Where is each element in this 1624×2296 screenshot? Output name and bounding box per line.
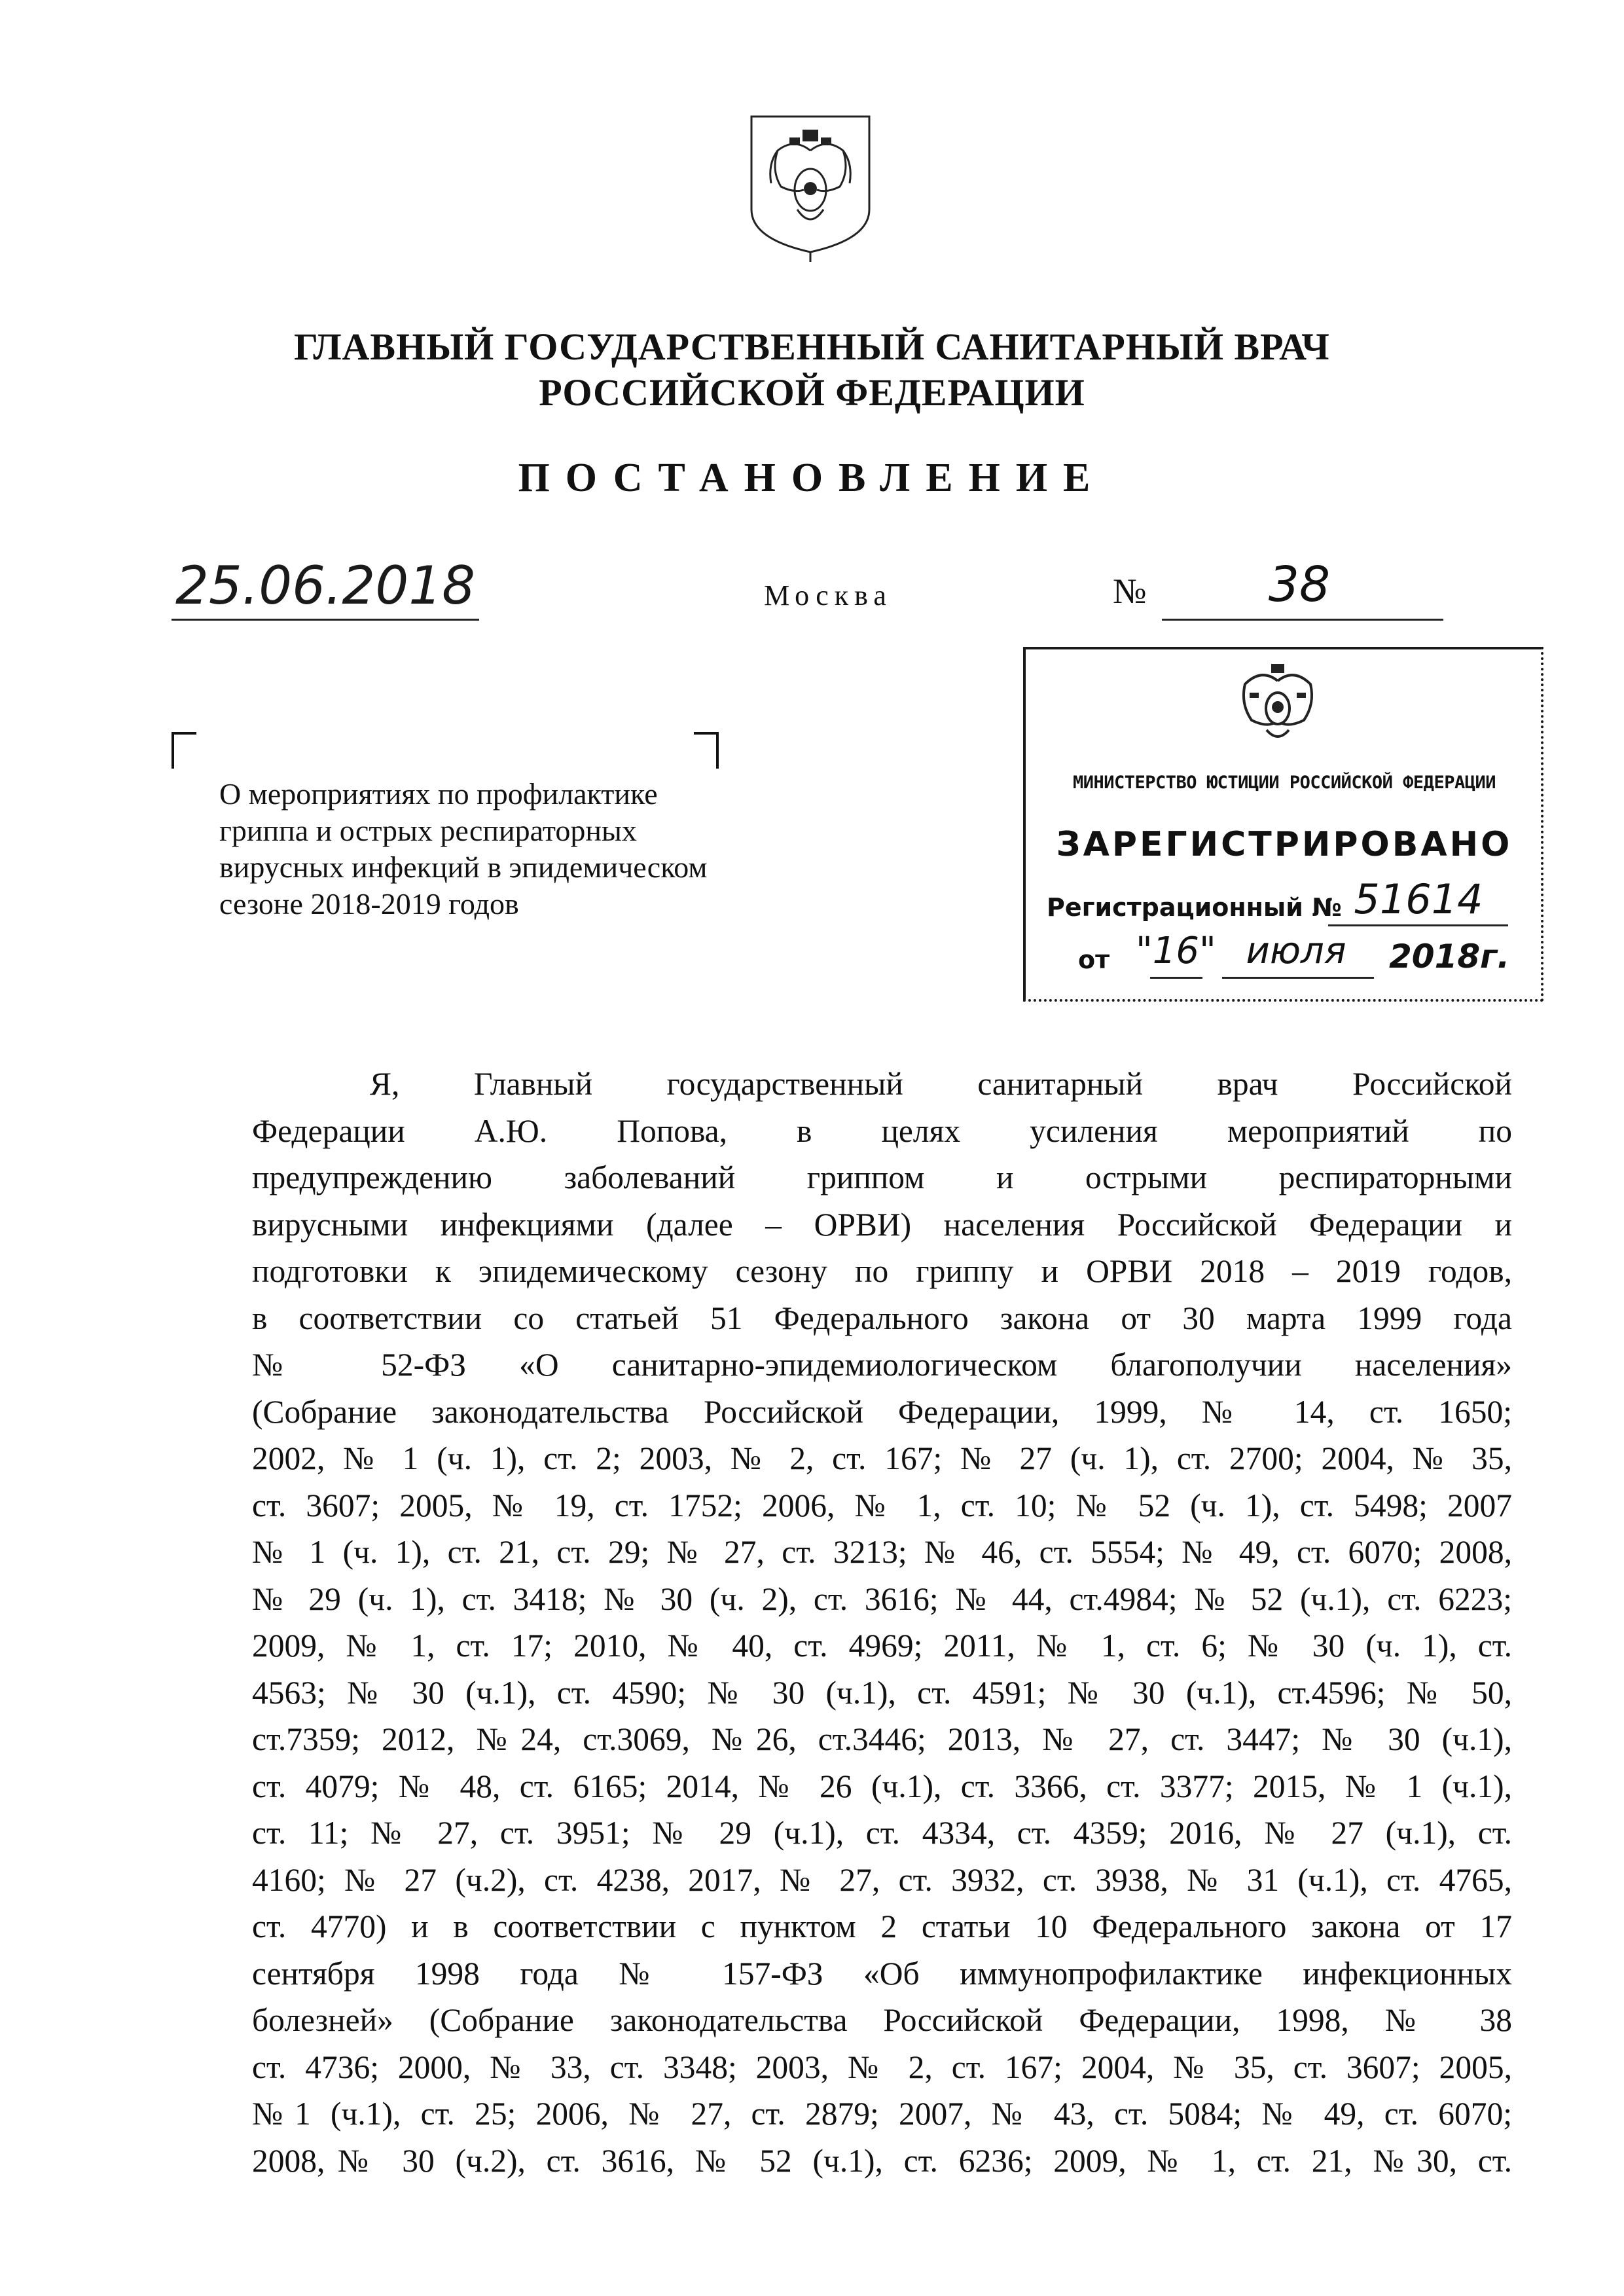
body-line: 4563; № 30 (ч.1), ст. 4590; № 30 (ч.1), ст. 4591; № 30 (ч.1), ст.4596; № 50, [252,1674,1512,1711]
body-line: 2008,№ 30 (ч.2), ст. 3616, № 52 (ч.1), ст. 6236; 2009, № 1, ст. 21, №30, ст. [252,2142,1512,2179]
stamp-reg-number: 51614 [1354,875,1483,923]
stamp-from-label: от [1078,945,1110,974]
body-line: №1 (ч.1), ст. 25; 2006, № 27, ст. 2879; 2007, № 43, ст. 5084; № 49, ст. 6070; [252,2096,1512,2132]
stamp-reg-label: Регистрационный № [1047,893,1342,922]
city-label: Москва [764,579,892,611]
body-line: ст. 11; № 27, ст. 3951; № 29 (ч.1), ст. 4334, ст. 4359; 2016, № 27 (ч.1), ст. [252,1815,1512,1851]
stamp-reg-underline [1328,924,1508,926]
body-line: вирусными инфекциями (далее – ОРВИ) населения Российской Федерации и [252,1206,1512,1243]
body-line: (Собрание законодательства Российской Федерации, 1999, № 14, ст. 1650; [252,1393,1512,1430]
body-line: № 29 (ч. 1), ст. 3418; № 30 (ч. 2), ст. 3616; № 44, ст.4984; № 52 (ч.1), ст. 6223; [252,1580,1512,1617]
body-line: ст.7359; 2012, №24, ст.3069, №26, ст.3446; 2013, № 27, ст. 3447; № 30 (ч.1), [252,1721,1512,1757]
body-line: предупреждению заболеваний гриппом и острыми респираторными [252,1159,1512,1195]
number-label: № [1113,572,1147,611]
stamp-day-underline [1150,977,1202,979]
body-line: болезней» (Собрание законодательства Российской Федерации, 1998, № 38 [252,2002,1512,2038]
document-title: ПОСТАНОВЛЕНИЕ [518,456,1106,500]
issuer-line-2: РОССИЙСКОЙ ФЕДЕРАЦИИ [539,371,1085,414]
stamp-ministry: МИНИСТЕРСТВО ЮСТИЦИИ РОССИЙСКОЙ ФЕДЕРАЦИИ [1073,773,1496,793]
stamp-registered: ЗАРЕГИСТРИРОВАНО [1056,825,1513,864]
body-line: ст. 4736; 2000, № 33, ст. 3348; 2003, № 2, ст. 167; 2004, № 35, ст. 3607; 2005, [252,2049,1512,2085]
handwritten-date: 25.06.2018 [175,555,476,616]
body-line: ст. 4770) и в соответствии с пунктом 2 статьи 10 Федерального закона от 17 [252,1908,1512,1944]
registration-stamp [1023,647,1543,1002]
date-underline [171,619,479,621]
body-line: 4160; № 27 (ч.2), ст. 4238, 2017, № 27, ст. 3932, ст. 3938, № 31 (ч.1), ст. 4765, [252,1861,1512,1898]
body-line: 2002, № 1 (ч. 1), ст. 2; 2003, № 2, ст. 167; № 27 (ч. 1), ст. 2700; 2004, № 35, [252,1440,1512,1476]
body-line: сентября 1998 года № 157-ФЗ «Об иммунопрофилактике инфекционных [252,1955,1512,1992]
body-line: № 1 (ч. 1), ст. 21, ст. 29; № 27, ст. 3213; № 46, ст. 5554; № 49, ст. 6070; 2008, [252,1534,1512,1570]
handwritten-number: 38 [1268,556,1331,613]
bracket-corner-right [694,732,719,769]
stamp-day: "16" [1136,930,1216,972]
stamp-year: 2018г. [1389,938,1510,975]
body-line: № 52-ФЗ «О санитарно-эпидемиологическом благополучии населения» [252,1347,1512,1383]
coat-of-arms-emblem-icon [732,111,889,262]
body-line: 2009, № 1, ст. 17; 2010, № 40, ст. 4969; 2011, № 1, ст. 6; № 30 (ч. 1), ст. [252,1628,1512,1664]
stamp-month-underline [1222,977,1374,979]
stamp-eagle-icon [1235,661,1320,743]
stamp-month: июля [1246,930,1346,972]
document-subject: О мероприятиях по профилактике гриппа и острых респираторных вирусных инфекций в эпидемическом сезоне 2018-2019 годов [219,777,708,920]
issuer-line-1: ГЛАВНЫЙ ГОСУДАРСТВЕННЫЙ САНИТАРНЫЙ ВРАЧ [294,325,1330,368]
body-line: в соответствии со статьей 51 Федерального закона от 30 марта 1999 года [252,1300,1512,1336]
body-line: подготовки к эпидемическому сезону по гриппу и ОРВИ 2018 – 2019 годов, [252,1253,1512,1289]
body-text [252,1061,1512,2184]
body-line: ст. 4079; № 48, ст. 6165; 2014, № 26 (ч.1), ст. 3366, ст. 3377; 2015, № 1 (ч.1), [252,1768,1512,1804]
body-line: Федерации А.Ю. Попова, в целях усиления мероприятий по [252,1112,1512,1149]
number-underline [1162,619,1443,621]
body-line: Я, Главный государственный санитарный врач Российской [370,1066,1512,1102]
bracket-corner-left [171,732,196,769]
body-line: ст. 3607; 2005, № 19, ст. 1752; 2006, № 1, ст. 10; № 52 (ч. 1), ст. 5498; 2007 [252,1487,1512,1523]
